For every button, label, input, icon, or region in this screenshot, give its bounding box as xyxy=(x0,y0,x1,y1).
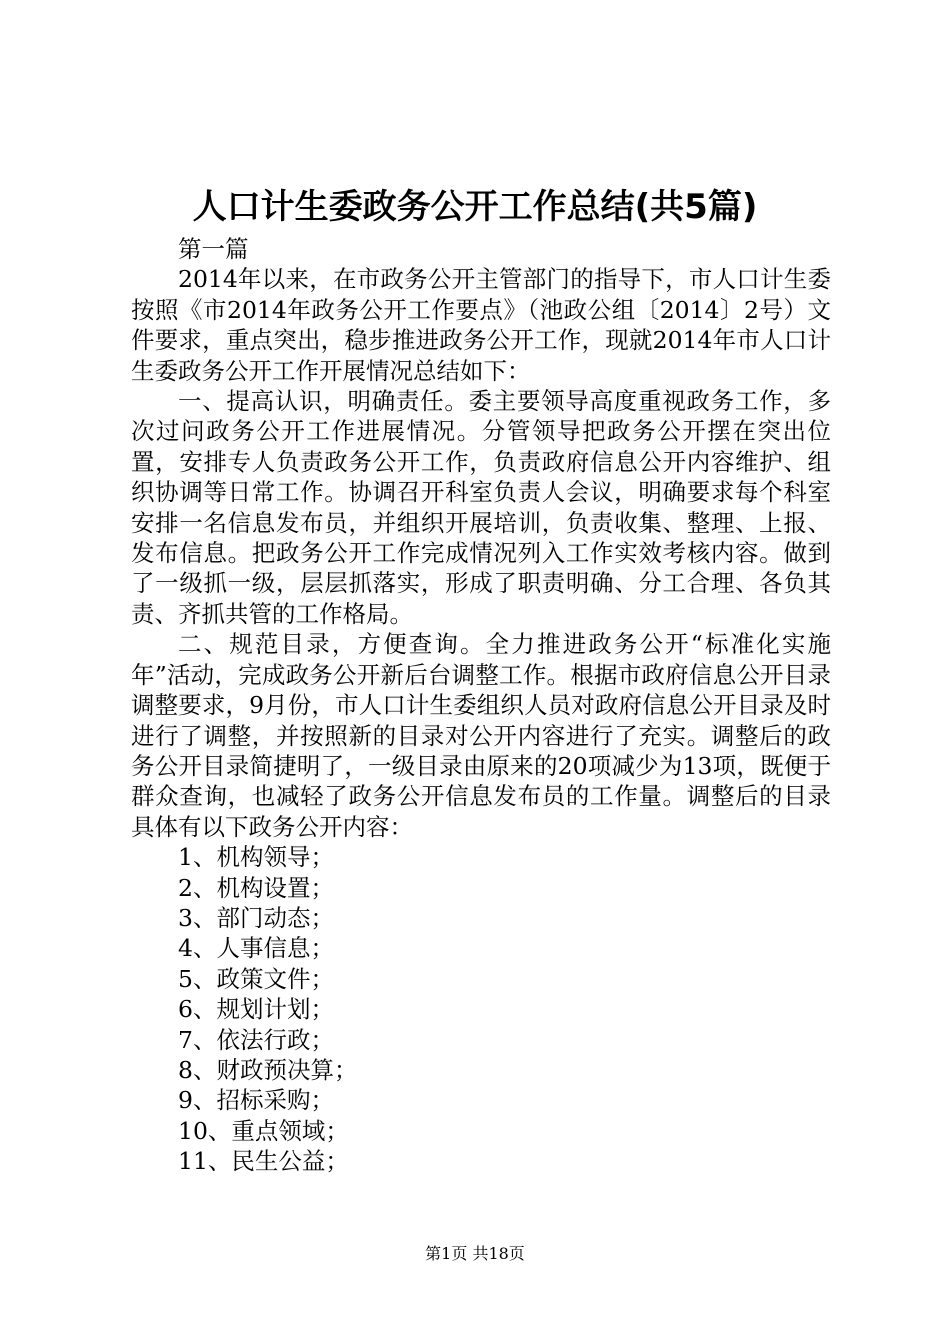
page-footer: 第1页 共18页 xyxy=(425,1244,525,1263)
list-item: 3、部门动态； xyxy=(178,903,334,932)
list-item: 5、政策文件； xyxy=(178,964,334,993)
list-item: 7、依法行政； xyxy=(178,1025,334,1054)
list-item: 2、机构设置； xyxy=(178,873,334,902)
list-item: 10、重点领域； xyxy=(178,1116,349,1145)
list-item: 6、规划计划； xyxy=(178,995,334,1024)
document-body xyxy=(131,234,831,1177)
paragraph-point-one: 一、提高认识，明确责任。委主要领导高度重视政务工作，多次过问政务公开工作进展情况。分管领导把政务公开摆在突出位置，安排专人负责政务公开工作，负责政府信息公开内容维护、组织协调等日常工作。协调召开科室负责人会议，明确要求每个科室安排一名信息发布员，并组织开展培训，负责收集、整理、上报、发布信息。把政务公开工作完成情况列入工作实效考核内容。做到了一级抓一级，层层抓落实，形成了职责明确、分工合理、各负其责、齐抓共管的工作格局。 xyxy=(131,387,831,628)
list-item: 8、财政预决算； xyxy=(178,1055,358,1084)
document-title: 人口计生委政务公开工作总结(共5篇) xyxy=(192,187,758,227)
list-item: 11、民生公益； xyxy=(178,1147,349,1176)
paragraph-intro: 2014年以来，在市政务公开主管部门的指导下，市人口计生委按照《市2014年政务公开工作要点》（池政公组〔2014〕2号）文件要求，重点突出，稳步推进政务公开工作，现就2014年市人口计生委政务公开工作开展情况总结如下： xyxy=(131,265,831,385)
section-heading: 第一篇 xyxy=(178,235,249,263)
paragraph-point-two: 二、规范目录，方便查询。全力推进政务公开“标准化实施年”活动，完成政务公开新后台调整工作。根据市政府信息公开目录调整要求，9月份，市人口计生委组织人员对政府信息公开目录及时进行了调整，并按照新的目录对公开内容进行了充实。调整后的政务公开目录简捷明了，一级目录由原来的20项减少为13项，既便于群众查询，也减轻了政务公开信息发布员的工作量。调整后的目录具体有以下政务公开内容： xyxy=(131,630,831,841)
list-item: 1、机构领导； xyxy=(178,843,334,872)
list-item: 4、人事信息； xyxy=(178,934,334,963)
list-item: 9、招标采购； xyxy=(178,1086,334,1115)
